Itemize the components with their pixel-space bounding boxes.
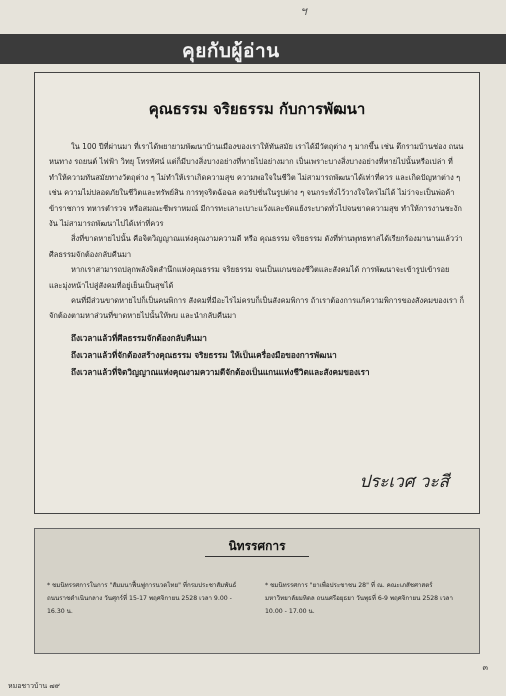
article-paragraph: คนที่มีส่วนขาดหายไปก็เป็นคนพิการ สังคมที่มีอะไรไม่ครบก็เป็นสังคมพิการ ถ้าเราต้องการแก้ความพิการของสังคมของเรา ก็จักต้องตามหาส่วนที่ขาดหายไปนั้นให้พบ และนำกลับคืนมา [49, 296, 465, 321]
magazine-issue-label: หมอชาวบ้าน ๗๙ [8, 682, 60, 690]
handwritten-mark: ฯ [300, 4, 307, 18]
closing-line: ถึงเวลาแล้วที่จักต้องสร้างคุณธรรม จริยธรรม ให้เป็นเครื่องมือของการพัฒนา [71, 349, 337, 360]
exhibition-title: นิทรรศการ [228, 539, 286, 553]
section-title: คุยกับผู้อ่าน [182, 40, 280, 62]
article-paragraph: หากเราสามารถปลุกพลังจิตสำนึกแห่งคุณธรรม จริยธรรม จนเป็นแกนของชีวิตและสังคมได้ การพัฒนาจะเข้ารูปเข้ารอย และมุ่งหน้าไปสู่สังคมที่อยู่เย็นเป็นสุขได้ [49, 265, 450, 290]
exhibition-item: * ชมนิทรรศการในการ "สัมมนาฟื้นฟูการนวดไทย" ที่กรมประชาสัมพันธ์ ถนนราชดำเนินกลาง วันศุกร์ที่ 15-17 พฤศจิกายน 2528 เวลา 9.00 - 16.30 น. [47, 582, 237, 615]
author-signature: ประเวศ วะสี [359, 472, 449, 492]
article-paragraph: ใน 100 ปีที่ผ่านมา ที่เราได้พยายามพัฒนาบ้านเมืองของเราให้ทันสมัย เราได้มีวัตถุต่าง ๆ มากขึ้น เช่น ตึกรามบ้านช่อง ถนนหนทาง รถยนต์ ไฟฟ้า วิทยุ โทรทัศน์ แต่ก็มีบางสิ่งบางอย่างที่หายไปอย่างมาก เป็นเพราะบางสิ่งบางอย่างที่หายไปนั้นหรือเปล่า ที่ทำให้ความทันสมัยทางวัตถุต่าง ๆ ไม่ทำให้เราเกิดความสุข ความพอใจในชีวิต ไม่สามารถพัฒนาได้เท่าที่ควร และเกิดปัญหาต่าง ๆ เช่น ความไม่ปลอดภัยในชีวิตและทรัพย์สิน การทุจริตฉ้อฉล คอรัปชั่นในรูปต่าง ๆ จนกระทั่งไว้วางใจใครไม่ได้ ไม่ว่าจะเป็นพ่อค้า ข้าราชการ ทหารตำรวจ หรือสมณะชีพราหมณ์ มีการทะเลาะเบาะแว้งและขัดแย้งระบาดทั่วไปจนขาดความสุข ทำให้การงานชะงักงัน ไม่สามารถพัฒนาไปได้เท่าที่ควร [49, 142, 464, 229]
article-paragraph: สิ่งที่ขาดหายไปนั้น คือจิตวิญญาณแห่งคุณงามความดี หรือ คุณธรรม จริยธรรม ดังที่ท่านพุทธทาสได้เรียกร้องมานานแล้วว่า ศีลธรรมจักต้องกลับคืนมา [49, 234, 463, 259]
article-title: คุณธรรม จริยธรรม กับการพัฒนา [148, 100, 366, 118]
exhibition-item: * ชมนิทรรศการ "ยาเพื่อประชาชน 28" ที่ ณ. คณะเภสัชศาสตร์ มหาวิทยาลัยมหิดล ถนนศรีอยุธยา วันพุธที่ 6-9 พฤศจิกายน 2528 เวลา 10.00 - 17.00 น. [265, 582, 453, 615]
article-body [49, 139, 465, 381]
closing-line: ถึงเวลาแล้วที่ศีลธรรมจักต้องกลับคืนมา [71, 332, 207, 343]
exhibition-box [34, 528, 480, 654]
closing-line: ถึงเวลาแล้วที่จิตวิญญาณแห่งคุณงามความดีจักต้องเป็นแกนแห่งชีวิตและสังคมของเรา [71, 366, 370, 377]
page-number: ๓ [482, 663, 488, 672]
title-underline [205, 556, 309, 557]
article-frame [34, 72, 480, 514]
